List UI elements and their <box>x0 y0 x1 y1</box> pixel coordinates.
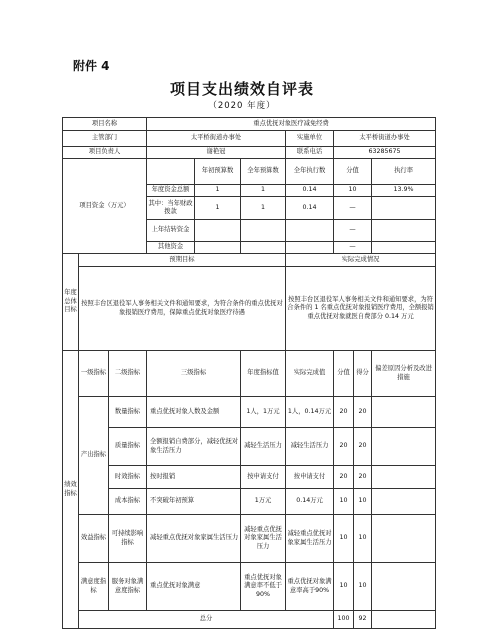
col-actual: 实际完成值 <box>286 351 334 397</box>
indicator-l2: 可持续影响指标 <box>109 515 147 563</box>
project-name: 重点优抚对象医疗减免经费 <box>147 118 436 131</box>
fund-row-full: 1 <box>241 197 286 220</box>
col-l1: 一级指标 <box>79 351 109 397</box>
indicator-target: 按申请支付 <box>241 466 286 489</box>
effect-indicator-label: 效益指标 <box>79 515 109 563</box>
fund-row-exec <box>286 242 334 254</box>
fund-row-budget <box>195 220 241 242</box>
col-l3: 三级指标 <box>147 351 241 397</box>
col-reason: 偏差原因分析及改进措施 <box>372 351 436 397</box>
indicator-score: 10 <box>334 515 354 563</box>
indicator-l2: 质量指标 <box>109 428 147 466</box>
manager-label: 项目负责人 <box>63 147 147 159</box>
total-reason <box>372 611 436 629</box>
indicator-actual: 重点优抚对象满意率高于90% <box>286 563 334 611</box>
indicator-score: 20 <box>334 428 354 466</box>
dept-value: 太平桥街道办事处 <box>147 131 286 147</box>
indicator-score: 10 <box>334 563 354 611</box>
indicator-points: 20 <box>354 466 372 489</box>
fund-row-full: 1 <box>241 185 286 197</box>
col-score: 分值 <box>334 159 372 185</box>
col-ind-score: 分值 <box>334 351 354 397</box>
fund-row-score: — <box>334 242 372 254</box>
indicator-target: 1人，1万元 <box>241 397 286 428</box>
total-score: 100 <box>334 611 354 629</box>
page-title: 项目支出绩效自评表 <box>169 80 314 98</box>
actual-result-label: 实际完成情况 <box>286 254 436 267</box>
fund-row-rate <box>372 197 436 220</box>
col-target: 年度指标值 <box>241 351 286 397</box>
indicator-score: 10 <box>334 489 354 515</box>
fund-row-exec: 0.14 <box>286 197 334 220</box>
indicator-l3: 不突破年初预算 <box>147 489 241 515</box>
manager-value: 谢艳冠 <box>147 147 286 159</box>
expected-goal-label: 预期目标 <box>79 254 286 267</box>
attachment-label: 附件 4 <box>73 59 110 73</box>
indicator-actual: 减轻重点优抚对象家属生活压力 <box>286 515 334 563</box>
indicator-l2: 服务对象满意度指标 <box>109 563 147 611</box>
indicator-l2: 时效指标 <box>109 466 147 489</box>
indicator-score: 20 <box>334 397 354 428</box>
dept-label: 主管部门 <box>63 131 147 147</box>
impl-label: 实施单位 <box>286 131 334 147</box>
indicator-reason <box>372 563 436 611</box>
indicator-reason <box>372 397 436 428</box>
impl-value: 太平桥街道办事处 <box>334 131 436 147</box>
indicator-target: 重点优抚对象满意率不低于90% <box>241 563 286 611</box>
indicator-l3: 重点优抚对象人数及金额 <box>147 397 241 428</box>
indicator-score: 20 <box>334 466 354 489</box>
indicator-reason <box>372 489 436 515</box>
indicator-target: 1万元 <box>241 489 286 515</box>
phone-value: 63285675 <box>334 147 436 159</box>
fund-row-full <box>241 242 286 254</box>
fund-row-name: 年度资金总额 <box>147 185 195 197</box>
phone-label: 联系电话 <box>286 147 334 159</box>
fund-row-name: 上年结转资金 <box>147 220 195 242</box>
fund-row-budget: 1 <box>195 185 241 197</box>
year-subtitle: （2020 年度） <box>208 101 276 111</box>
col-exec: 全年执行数 <box>286 159 334 185</box>
indicator-l2: 成本指标 <box>109 489 147 515</box>
fund-row-rate: 13.9% <box>372 185 436 197</box>
fund-row-exec: 0.14 <box>286 185 334 197</box>
satisfaction-indicator-label: 满意度指标 <box>79 563 109 611</box>
evaluation-table <box>62 117 436 629</box>
indicator-reason <box>372 466 436 489</box>
indicator-actual: 按申请支付 <box>286 466 334 489</box>
indicator-actual: 0.14万元 <box>286 489 334 515</box>
fund-row-score: 10 <box>334 185 372 197</box>
indicator-points: 20 <box>354 397 372 428</box>
fund-row-name: 其他资金 <box>147 242 195 254</box>
fund-row-rate <box>372 242 436 254</box>
indicator-points: 20 <box>354 428 372 466</box>
actual-result-text: 按照丰台区退役军人事务相关文件和通知要求，为符合条件的 1 名重点优抚对象报销医疗费用，全额报销重点优抚对象就医自费部分 0.14 万元 <box>286 267 436 351</box>
project-name-label: 项目名称 <box>63 118 147 131</box>
indicator-actual: 减轻生活压力 <box>286 428 334 466</box>
indicator-reason <box>372 515 436 563</box>
indicator-l3: 按时报销 <box>147 466 241 489</box>
indicator-points: 10 <box>354 563 372 611</box>
indicator-l3: 减轻重点优抚对象家属生活压力 <box>147 515 241 563</box>
indicator-l3: 全额报销自费部分，减轻优抚对象生活压力 <box>147 428 241 466</box>
fund-row-budget <box>195 242 241 254</box>
indicators-label: 绩效指标 <box>63 351 79 629</box>
fund-row-full <box>241 220 286 242</box>
indicator-points: 10 <box>354 489 372 515</box>
output-indicator-label: 产出指标 <box>79 397 109 515</box>
indicator-l3: 重点优抚对象满意 <box>147 563 241 611</box>
col-budget: 年初预算数 <box>195 159 241 185</box>
fund-row-score: — <box>334 220 372 242</box>
fund-row-score: — <box>334 197 372 220</box>
total-points: 92 <box>354 611 372 629</box>
indicator-reason <box>372 428 436 466</box>
fund-row-exec <box>286 220 334 242</box>
funds-label: 项目资金（万元） <box>63 159 147 254</box>
indicator-actual: 1人，0.14万元 <box>286 397 334 428</box>
expected-goal-text: 按照丰台区退役军人事务相关文件和通知要求，为符合条件的重点优抚对象报销医疗费用，保障重点优抚对象医疗待遇 <box>79 267 286 351</box>
fund-row-budget: 1 <box>195 197 241 220</box>
indicator-points: 10 <box>354 515 372 563</box>
col-rate: 执行率 <box>372 159 436 185</box>
indicator-target: 减轻生活压力 <box>241 428 286 466</box>
total-label: 总分 <box>79 611 334 629</box>
indicator-target: 减轻重点优抚对象家属生活压力 <box>241 515 286 563</box>
fund-row-name: 其中：当年财政拨款 <box>147 197 195 220</box>
goals-label: 年度总体目标 <box>63 254 79 351</box>
col-l2: 二级指标 <box>109 351 147 397</box>
col-ind-points: 得分 <box>354 351 372 397</box>
indicator-l2: 数量指标 <box>109 397 147 428</box>
fund-row-rate <box>372 220 436 242</box>
col-full-budget: 全年预算数 <box>241 159 286 185</box>
